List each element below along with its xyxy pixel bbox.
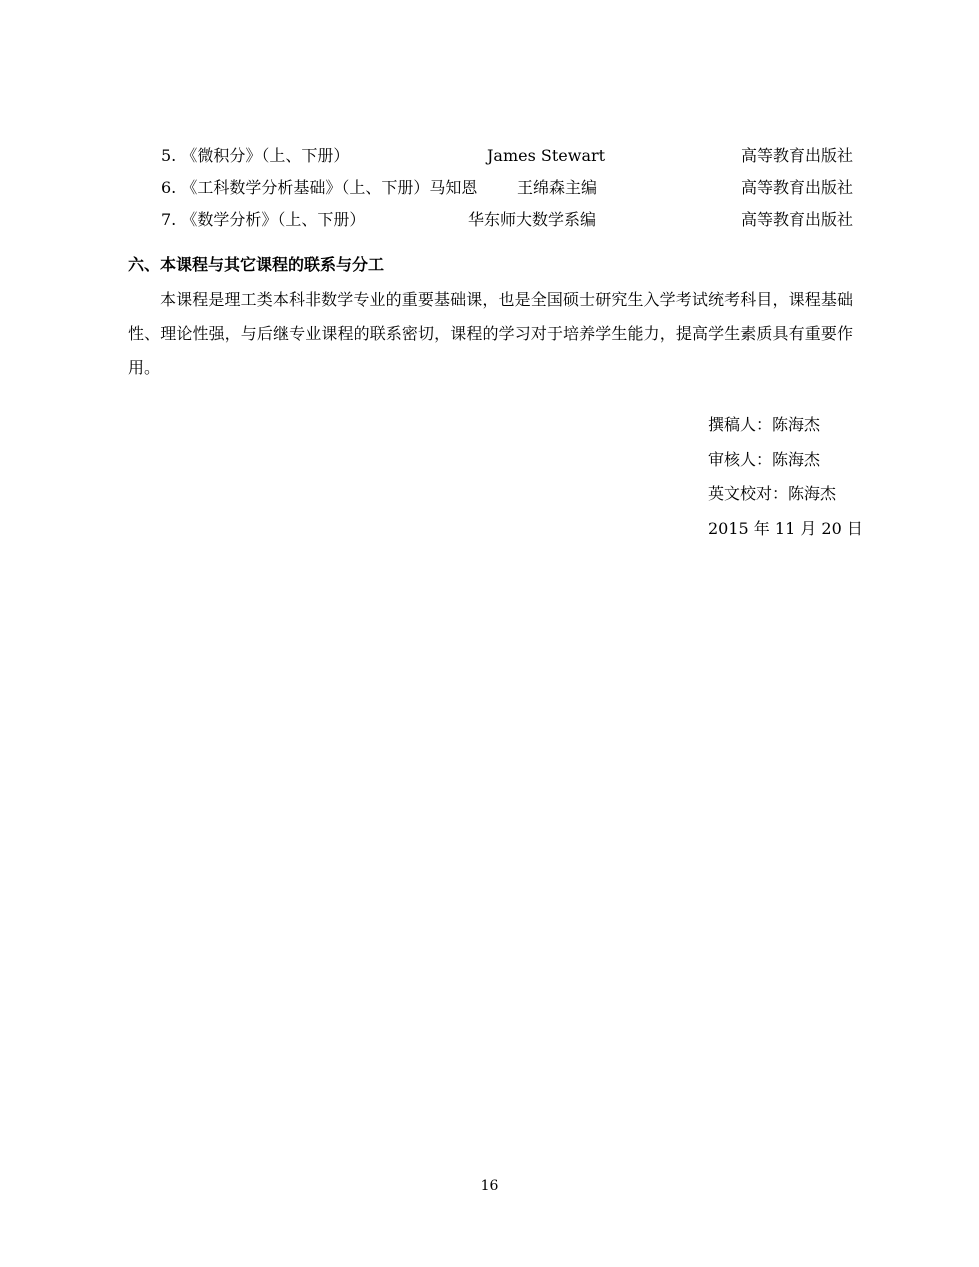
author-line: 撰稿人：陈海杰: [708, 415, 821, 434]
page-number: 16: [480, 1178, 499, 1194]
reference-author: James Stewart: [487, 146, 606, 165]
reference-item: [128, 176, 853, 200]
reference-title: 6. 《工科数学分析基础》（上、下册）马知恩: [161, 178, 478, 197]
section-heading: 六、本课程与其它课程的联系与分工: [128, 255, 385, 274]
reference-title: 7. 《数学分析》（上、下册）: [161, 210, 366, 229]
section-paragraph: 本课程是理工类本科非数学专业的重要基础课，也是全国硕士研究生入学考试统考科目，课程基础性、理论性强，与后继专业课程的联系密切，课程的学习对于培养学生能力，提高学生素质具有重要作用。: [128, 290, 853, 377]
reference-publisher: 高等教育出版社: [740, 146, 853, 165]
date-line: 2015 年 11 月 20 日: [708, 518, 863, 538]
proofreader-line: 英文校对：陈海杰: [708, 484, 837, 503]
reference-author: 王绵森主编: [517, 178, 598, 197]
reviewer-line: 审核人：陈海杰: [708, 449, 821, 469]
reference-publisher: 高等教育出版社: [740, 178, 853, 197]
reference-item: [128, 144, 853, 168]
signature-block: [708, 408, 863, 546]
reference-item: [128, 208, 853, 232]
reference-publisher: 高等教育出版社: [740, 210, 853, 229]
reference-author: 华东师大数学系编: [468, 210, 597, 229]
reference-title: 5. 《微积分》（上、下册）: [161, 146, 350, 165]
